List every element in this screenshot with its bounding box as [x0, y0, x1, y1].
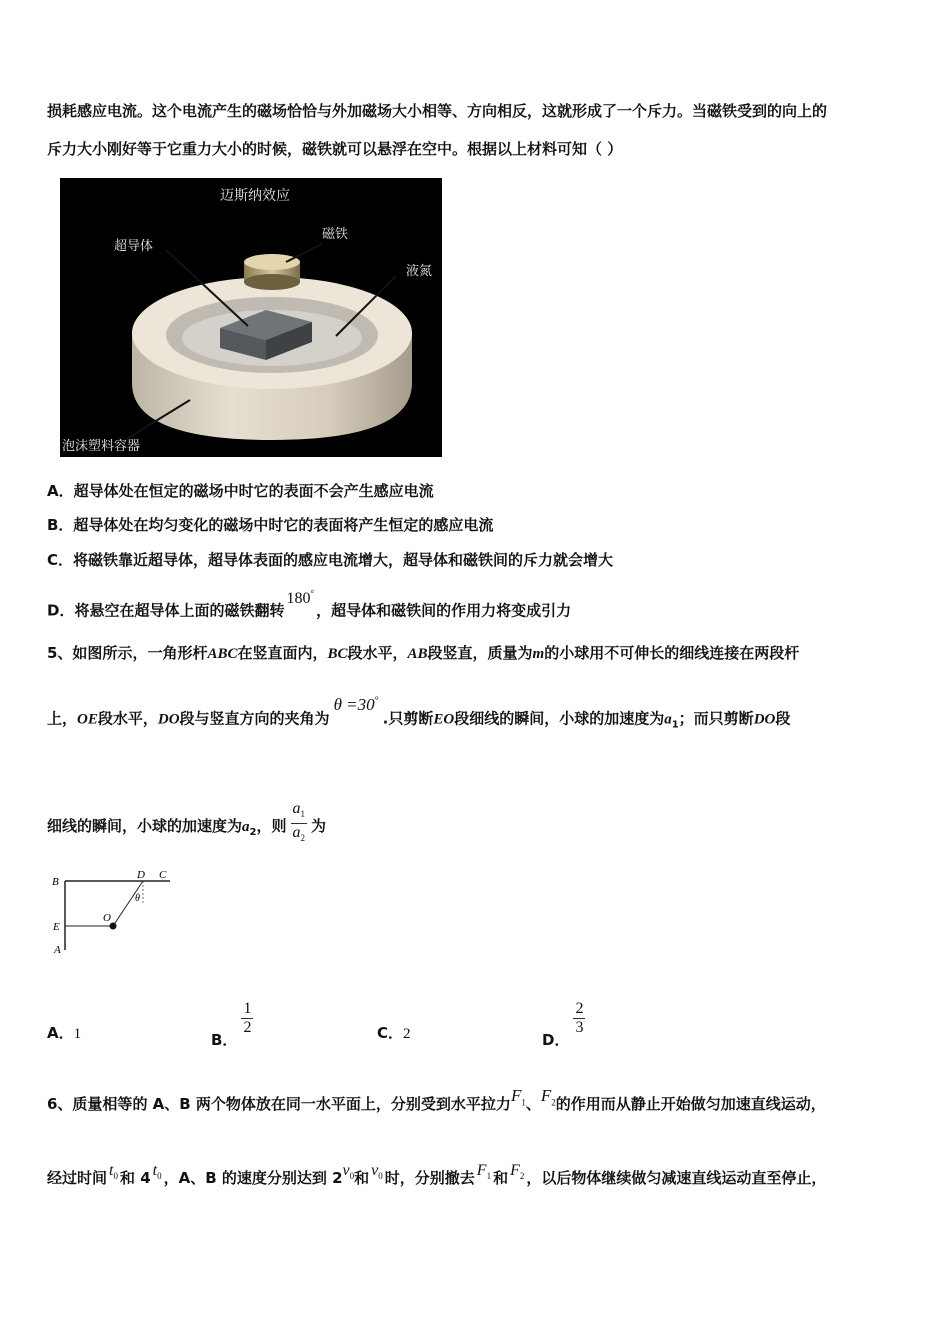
label-magnet: 磁铁: [322, 227, 349, 242]
q5-text: ；而只剪断: [678, 709, 754, 728]
q5-theta-degree: °: [374, 695, 379, 706]
q6-remove-f2-symbol: F: [510, 1162, 520, 1179]
label-container: 泡沫塑料容器: [62, 439, 141, 454]
q4-option-c: C．将磁铁靠近超导体，超导体表面的感应电流增大，超导体和磁铁间的斥力就会增大: [47, 551, 614, 569]
label-theta: θ: [135, 893, 140, 904]
q5-option-b-numerator: 1: [243, 1000, 252, 1017]
q6-v0: [371, 1162, 383, 1182]
q5-abc: ABC: [207, 646, 238, 662]
q5-a1: a: [664, 711, 672, 728]
q5-theta-eq: [334, 695, 379, 714]
q5-text: .只剪断: [382, 709, 434, 728]
q5-text: 段与竖直方向的夹角为: [179, 709, 330, 728]
label-o: O: [103, 912, 111, 924]
q5-ab: AB: [407, 646, 428, 662]
q4-angle-value: 180: [286, 590, 311, 608]
q6-2v0: [342, 1162, 355, 1182]
q5-ratio-denominator: a: [292, 824, 301, 842]
q6-4t0: [152, 1162, 162, 1182]
q6-text: ，以后物体继续做匀减速直线运动直至停止，: [526, 1169, 827, 1187]
q5-option-b-fraction: [241, 1000, 253, 1037]
q4-option-d: [47, 589, 572, 621]
q4-option-d-post: ，超导体和磁铁间的作用力将变成引力: [316, 601, 572, 620]
q5-eo: EO: [433, 711, 455, 728]
q6-4t0-symbol: t: [152, 1162, 158, 1179]
leader-magnet: [286, 244, 322, 262]
q5-option-d-denominator: 3: [575, 1019, 584, 1036]
label-liquid-nitrogen: 液氮: [406, 264, 433, 279]
label-a: A: [54, 944, 61, 956]
q6-t0-sub: 0: [113, 1171, 118, 1182]
q6-remove-f2: [510, 1162, 525, 1182]
label-b: B: [52, 876, 59, 888]
q6-2v0-symbol: v: [342, 1162, 350, 1179]
q6-remove-f1: [476, 1162, 492, 1182]
q5-ratio-denominator-sub: 2: [300, 833, 305, 844]
label-c: C: [159, 869, 167, 881]
q5-option-b-label: B．: [211, 1031, 238, 1049]
q5-option-c: [377, 1022, 411, 1043]
q5-option-d: [542, 1000, 589, 1049]
q5-text: 在竖直面内，: [237, 644, 328, 662]
q5-text: 为: [311, 817, 327, 836]
q6-f2-symbol: F: [540, 1086, 552, 1105]
q5-text: 段细线的瞬间，小球的加速度为: [454, 709, 665, 728]
q5-option-b-denominator: 2: [243, 1019, 252, 1036]
q6-text: 经过时间: [47, 1169, 108, 1187]
q5-option-d-fraction: [573, 1000, 585, 1037]
intro-line-2: 斥力大小刚好等于它重力大小的时候，磁铁就可以悬浮在空中。根据以上材料可知（ ）: [47, 140, 623, 158]
q6-text: 6、质量相等的 A、B 两个物体放在同一水平面上，分别受到水平拉力: [47, 1095, 511, 1113]
q5-text: 5、如图所示，一角形杆: [47, 644, 208, 662]
q6-text: 、: [525, 1095, 541, 1113]
q6-2v0-sub: 0: [349, 1171, 355, 1182]
q6-text: 的作用而从静止开始做匀加速直线运动，: [555, 1095, 826, 1113]
q5-option-a-label: A．: [47, 1024, 74, 1042]
rod-diagram: [45, 865, 180, 957]
q5-text: 细线的瞬间，小球的加速度为: [47, 817, 243, 836]
q5-option-b: [211, 1000, 257, 1049]
q5-text: 段水平，: [97, 709, 158, 728]
q5-bc: BC: [327, 646, 348, 662]
q5-option-c-label: C．: [377, 1024, 404, 1042]
q4-option-b: B．超导体处在均匀变化的磁场中时它的表面将产生恒定的感应电流: [47, 516, 494, 534]
q4-angle-degree: °: [310, 589, 315, 599]
q5-do: DO: [157, 711, 180, 728]
q6-text: 和 4: [119, 1169, 151, 1187]
q6-t0-symbol: t: [109, 1162, 114, 1179]
q4-option-a: A．超导体处在恒定的磁场中时它的表面不会产生感应电流: [47, 482, 434, 500]
label-e: E: [53, 921, 60, 933]
q5-text: 的小球用不可伸长的细线连接在两段杆: [544, 644, 800, 662]
q6-text: 和: [354, 1169, 370, 1187]
q5-ratio-fraction: [291, 800, 308, 847]
q5-theta-eq-value: θ =30: [333, 694, 375, 714]
q6-remove-f1-sub: 1: [486, 1171, 492, 1182]
q5-a1-sub: 1: [671, 719, 679, 731]
q5-text: ，则: [256, 817, 287, 836]
q5-option-d-label: D．: [542, 1031, 570, 1049]
q6-text: 和: [493, 1169, 509, 1187]
q5-text: 上，: [47, 709, 78, 728]
q5-option-a: [47, 1022, 81, 1043]
q6-text: ，A、B 的速度分别达到 2: [163, 1169, 343, 1187]
q5-option-c-value: 2: [403, 1026, 411, 1042]
q6-f1-sub: 1: [521, 1097, 526, 1108]
q6-t0: [109, 1162, 118, 1182]
q5-line-1: [47, 643, 799, 664]
q5-option-a-value: 1: [73, 1026, 82, 1042]
meissner-illustration: [60, 178, 442, 457]
q5-do: DO: [753, 711, 776, 728]
q6-f2: [540, 1086, 556, 1108]
q6-f1: [510, 1086, 526, 1108]
meissner-effect-figure: [60, 178, 442, 457]
q5-a2: a: [242, 819, 250, 836]
q6-text: 时，分别撤去: [384, 1169, 475, 1187]
q5-text: 段水平，: [347, 644, 408, 662]
q6-remove-f1-symbol: F: [476, 1162, 487, 1179]
label-d: D: [137, 869, 145, 881]
q5-ratio-numerator-sub: 1: [300, 809, 305, 820]
q4-angle: [286, 590, 314, 607]
q5-text: 段: [775, 709, 791, 728]
q6-remove-f2-sub: 2: [519, 1171, 525, 1182]
magnet-top: [244, 254, 300, 270]
figure1-title: 迈斯纳效应: [220, 188, 290, 204]
q6-v0-sub: 0: [378, 1171, 383, 1182]
q6-4t0-sub: 0: [157, 1171, 162, 1182]
q5-line-3: [47, 800, 327, 847]
q5-mass: m: [532, 646, 545, 662]
q5-text: 段竖直，质量为: [427, 644, 533, 662]
intro-line-1: 损耗感应电流。这个电流产生的磁场恰恰与外加磁场大小相等、方向相反，这就形成了一个斥力。当磁铁受到的向上的: [47, 102, 828, 120]
q6-line-2: [47, 1162, 827, 1194]
label-superconductor: 超导体: [114, 239, 154, 254]
q6-f1-symbol: F: [510, 1086, 522, 1105]
q6-v0-symbol: v: [371, 1162, 379, 1179]
q5-line-2: [47, 694, 791, 736]
q5-option-d-numerator: 2: [575, 1000, 584, 1017]
q4-option-d-pre: D．将悬空在超导体上面的磁铁翻转: [47, 601, 285, 620]
q5-a2-sub: 2: [249, 827, 257, 839]
angle-rod-figure: [45, 865, 180, 957]
q5-ratio-numerator: a: [292, 800, 301, 817]
q5-oe: OE: [77, 711, 98, 728]
q6-line-1: [47, 1086, 826, 1120]
q6-f2-sub: 2: [551, 1097, 556, 1108]
